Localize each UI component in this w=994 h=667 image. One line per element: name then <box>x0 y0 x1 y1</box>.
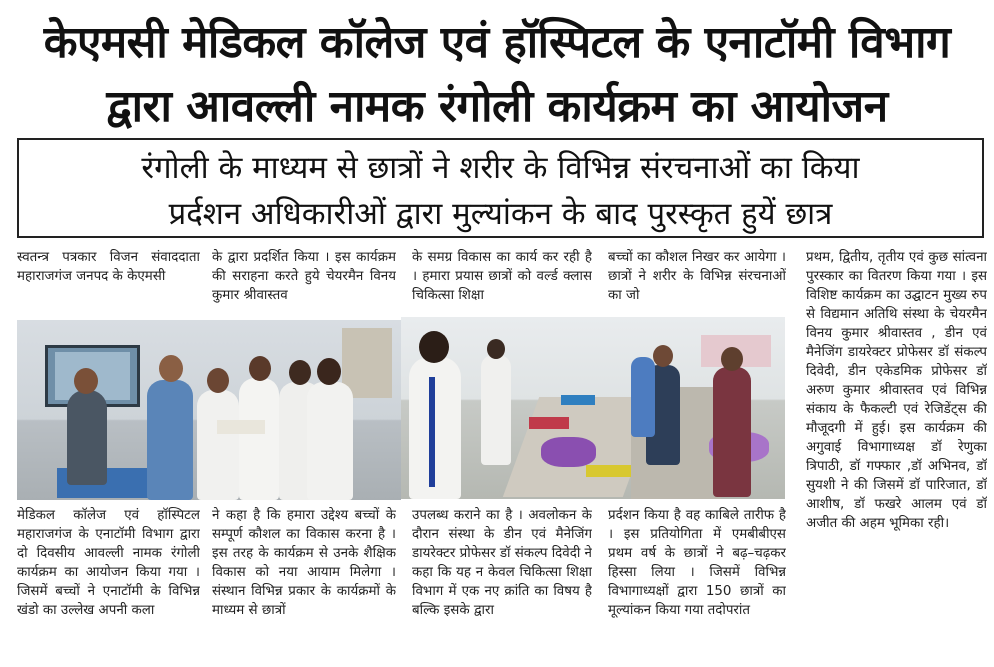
article-text: प्रथम, द्वितीय, तृतीय एवं कुछ सांत्वना पुरस्कार का वितरण किया गया । इस विशिष्ट कार्यक्रम का उद्घाटन मुख्य रुप से विद्यमान अतिथि संस्था के चेयरमैन विनय कुमार श्रीवास्तव , डीन एवं मैनेजिंग डायरेक्टर प्रोफेसर डॉ संकल्प दिवेदी, डीन एकेडमिक प्रोफेसर डॉ अरुण कुमार श्रीवास्तव एवं विभिन्न संकाय के फैकल्टी एवं रेजिडेंट्स की मौजूदगी में हुई। इस कार्यक्रम की अगुवाई विभागाध्यक्ष डॉ रेणुका त्रिपाठी, डॉ गफ्फार ,डॉ अभिनव, डॉ सुयशी ने की जिसमें डॉ पारिजात, डॉ आशीष, डॉ फखरे आलम एवं डॉ अजीत की अहम भूमिका रही। <box>806 250 987 531</box>
article-text: उपलब्ध कराने का है । अवलोकन के दौरान संस्था के डीन एवं मैनेजिंग डायरेक्टर प्रोफेसर डॉ संकल्प दिवेदी ने कहा कि यह न केवल चिकित्सा शिक्षा विभाग में एक नए क्रांति का विषय है बल्कि इसके द्वारा <box>412 508 592 618</box>
rangoli-display-photo <box>401 317 785 499</box>
article-text: मेडिकल कॉलेज एवं हॉस्पिटल महाराजगंज के एनाटॉमी विभाग द्वारा दो दिवसीय आवल्ली नामक रंगोली कार्यक्रम का आयोजन किया गया । जिसमें बच्चों ने एनाटॉमी के विभिन्न खंडो का उल्लेख अपनी कला <box>17 508 200 618</box>
article-text: स्वतन्त्र पत्रकार विजन संवाददाता महाराजगंज जनपद के केएमसी <box>17 250 200 284</box>
article-column-3-top <box>412 248 592 312</box>
headline-line-1: केएमसी मेडिकल कॉलेज एवं हॉस्पिटल के एनाटॉमी विभाग <box>43 17 951 68</box>
article-text: के समग्र विकास का कार्य कर रही है । हमारा प्रयास छात्रों को वर्ल्ड क्लास चिकित्सा शिक्षा <box>412 250 592 303</box>
article-column-2-bottom <box>212 506 396 656</box>
article-column-5 <box>806 248 987 658</box>
subheadline-line-1: रंगोली के माध्यम से छात्रों ने शरीर के विभिन्न संरचनाओं का किया <box>141 150 860 186</box>
article-column-3-bottom <box>412 506 592 656</box>
article-text: बच्चों का कौशल निखर कर आयेगा । छात्रों ने शरीर के विभिन्न संरचनाओं का जो <box>608 250 786 303</box>
headline-line-2: द्वारा आवल्ली नामक रंगोली कार्यक्रम का आयोजन <box>106 81 888 132</box>
article-text: ने कहा है कि हमारा उद्देश्य बच्चों के सम्पूर्ण कौशल का विकास करना है । इस तरह के कार्यक्रम से उनके शैक्षिक विकास को नया आयाम मिलेगा । संस्थान विभिन्न प्रकार के कार्यक्रमों के माध्यम से छात्रों <box>212 508 396 618</box>
subheadline-box <box>17 138 984 238</box>
article-text: प्रर्दशन किया है वह काबिले तारीफ है । इस प्रतियोगिता में एमबीबीएस प्रथम वर्ष के छात्रों ने बढ़–चढ़कर हिस्सा लिया । जिसमें विभिन्न विभागाध्यक्षों द्वारा 150 छात्रों का मूल्यांकन किया गया तदोपरांत <box>608 508 786 618</box>
article-column-1-bottom <box>17 506 200 656</box>
article-column-4-top <box>608 248 786 312</box>
article-column-1-top <box>17 248 200 312</box>
headline <box>0 0 994 132</box>
subheadline-line-2: प्रर्दशन अधिकारीओं द्वारा मुल्यांकन के बाद पुरस्कृत हुयें छात्र <box>168 196 833 232</box>
award-ceremony-photo <box>17 320 401 500</box>
article-column-2-top <box>212 248 396 312</box>
article-text: के द्वारा प्रदर्शित किया । इस कार्यक्रम की सराहना करते हुये चेयरमैन विनय कुमार श्रीवास्तव <box>212 250 396 303</box>
article-column-4-bottom <box>608 506 786 656</box>
